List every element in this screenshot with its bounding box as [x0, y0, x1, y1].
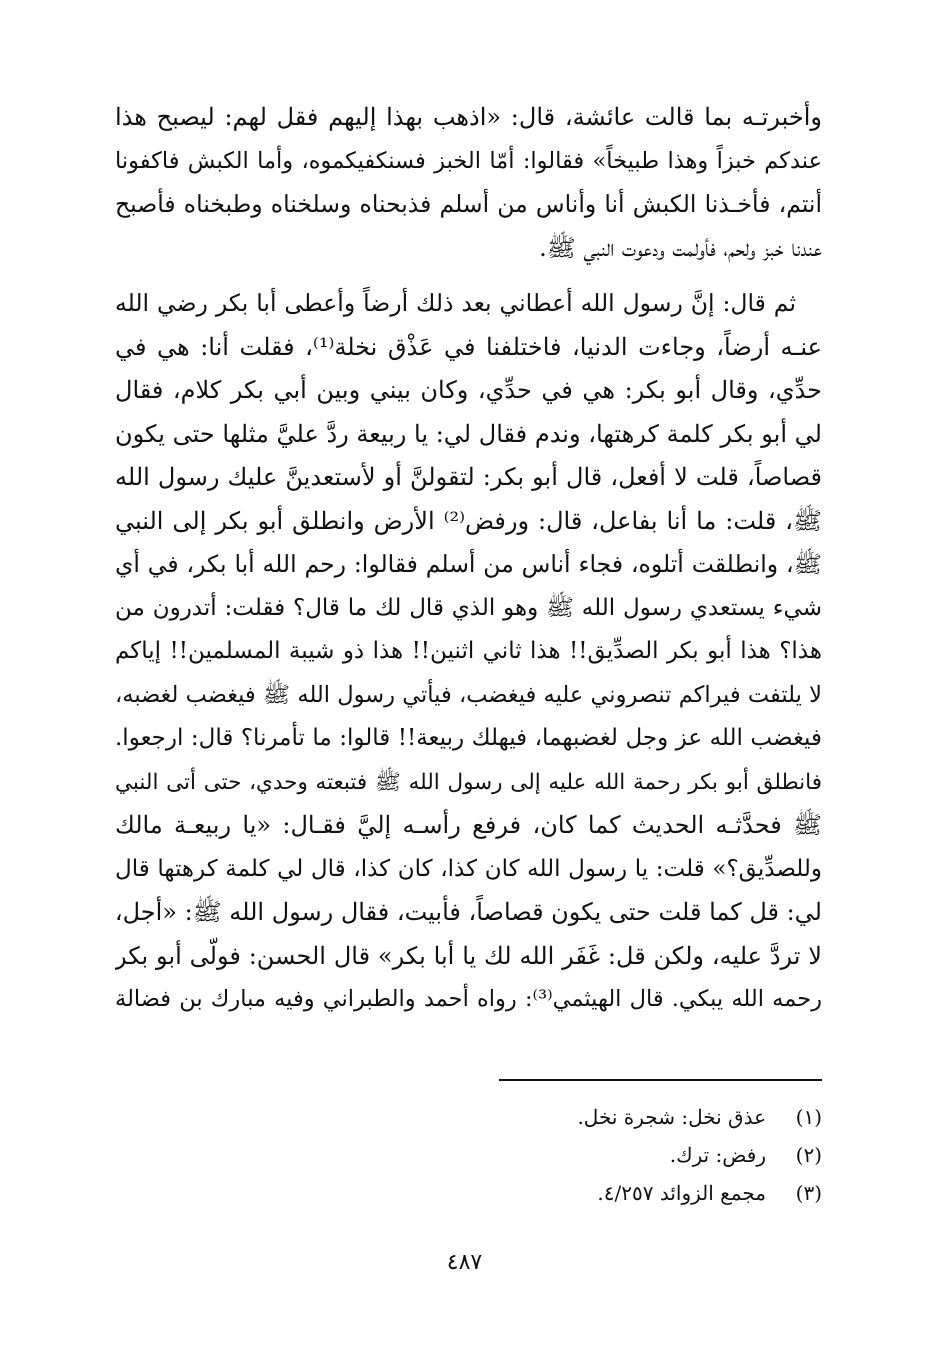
footnote-number: (٢) — [795, 1143, 822, 1167]
text-line: حدِّي، وقال أبو بكر: هي في حدِّي، وكان بيني وبين أبي بكر كلام، فقال — [115, 376, 822, 404]
text-line: هذا؟ هذا أبو بكر الصدِّيق!! هذا ثاني اثنين!! هذا ذو شيبة المسلمين!! إياكم — [115, 638, 822, 664]
footnotes — [422, 1098, 822, 1212]
footnote-text: مجمع الزوائد ٤/٢٥٧. — [597, 1181, 766, 1205]
text-line: فانطلق أبو بكر رحمة الله عليه إلى رسول الله ﷺ فتبعته وحدي، حتى أتى النبي — [115, 769, 822, 795]
text-line: ﷺ فحدَّثـه الحديث كما كان، فرفع رأسـه إليَّ فقـال: «يا ربيعـة مالك — [115, 811, 822, 839]
text-line: ثم قال: إنَّ رسول الله أعطاني بعد ذلك أرضاً وأعطى أبا بكر رضي الله — [115, 289, 796, 317]
text-line: فيغضب الله عز وجل لغضبهما، فيهلك ربيعة!! قالوا: ما تأمرنا؟ قال: ارجعوا. — [115, 725, 822, 751]
footnote-number: (٣) — [795, 1181, 822, 1205]
footnote-separator — [499, 1079, 822, 1081]
text-line: لي: قل كما قلت حتى يكون قصاصاً، فأبيت، فقال رسول الله ﷺ: «أجل، — [115, 898, 822, 926]
text-line: قصاصاً، قلت لا أفعل، قال أبو بكر: لتقولنَّ أو لأستعدينَّ عليك رسول الله — [115, 463, 822, 491]
text-line: ﷺ، وانطلقت أتلوه، فجاء أناس من أسلم فقالوا: رحم الله أبا بكر، في أي — [115, 550, 822, 578]
paragraph-2 — [115, 282, 822, 1022]
text-line: رحمه الله يبكي. قال الهيثمي⁽³⁾: رواه أحمد والطبراني وفيه مبارك بن فضالة — [115, 986, 822, 1012]
footnote-text: عذق نخل: شجرة نخل. — [577, 1105, 766, 1129]
text-line: عندكم خبزاً وهذا طبيخاً» فقالوا: أمّا الخبز فسنكفيكموه، وأما الكبش فاكفونا — [115, 147, 822, 174]
footnote-number: (١) — [795, 1105, 822, 1129]
footnote-text: رفض: ترك. — [669, 1143, 766, 1167]
text-line: أنتم، فأخـذنا الكبش أنا وأناس من أسلم فذبحناه وسلخناه وطبخناه فأصبح — [115, 190, 822, 218]
text-line: لا تردَّ عليه، ولكن قل: غَفَر الله لك يا أبا بكر» قال الحسن: فولّى أبو بكر — [115, 941, 822, 970]
text-line: ﷺ، قلت: ما أنا بفاعل، قال: ورفض⁽²⁾ الأرض وانطلق أبو بكر إلى النبي — [115, 506, 822, 535]
footnote-item — [422, 1174, 822, 1212]
text-line: لا يلتفت فيراكم تنصروني عليه فيغضب، فيأتي رسول الله ﷺ فيغضب لغضبه، — [115, 681, 822, 708]
text-line: شيء يستعدي رسول الله ﷺ وهو الذي قال لك ما قال؟ فقلت: أتدرون من — [115, 594, 822, 621]
text-line: عنـه أرضاً، وجاءت الدنيا، فاختلفنا في عَذْق نخلة⁽¹⁾، فقلت أنا: هي في — [115, 332, 822, 361]
text-line: عندنا خبز ولحم، فأولمت ودعوت النبي ﷺ. — [539, 233, 822, 262]
footnote-item — [422, 1136, 822, 1174]
footnote-item — [422, 1098, 822, 1136]
text-line: وأخبرتـه بما قالت عائشة، قال: «اذهب بهذا إليهم فقل لهم: ليصبح هذا — [115, 103, 822, 131]
text-line: وللصدِّيق؟» قلت: يا رسول الله كان كذا، كان كذا، قال لي كلمة كرهتها قال — [115, 855, 822, 882]
paragraph-1 — [115, 96, 822, 270]
text-line: لي أبو بكر كلمة كرهتها، وندم فقال لي: يا ربيعة ردَّ عليَّ مثلها حتى يكون — [115, 419, 822, 448]
page-number: ٤٨٧ — [446, 1250, 483, 1275]
